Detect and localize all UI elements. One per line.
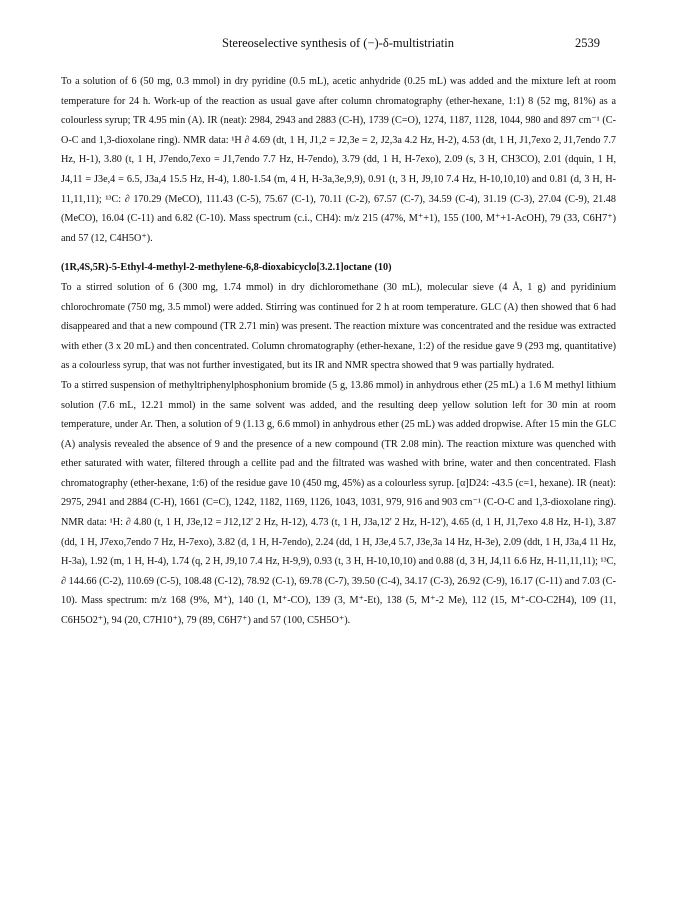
- running-title: Stereoselective synthesis of (−)-δ-multistriatin: [222, 36, 454, 50]
- paragraph-acetylation: To a solution of 6 (50 mg, 0.3 mmol) in dry pyridine (0.5 mL), acetic anhydride (0.25 mL) was added and the mixture left at room temperature for 24 h. Work-up of the reaction as usual gave after column chromatography (ether-hexane, 1:1) 8 (52 mg, 81%) as a colourless syrup; TR 4.95 min (A). IR (neat): 2984, 2943 and 2883 (C-H), 1739 (C=O), 1274, 1187, 1128, 1044, 980 and 897 cm⁻¹ (C-O-C and 1,3-dioxolane ring). NMR data: ¹H ∂ 4.69 (dt, 1 H, J1,2 = J2,3e = 2, J2,3a 4.2 Hz, H-2), 4.53 (dt, 1 H, J1,7exo 2, J1,7endo 7.7 Hz, H-1), 3.80 (t, 1 H, J7endo,7exo = J1,7endo 7.7 Hz, H-7endo), 3.79 (dd, 1 H, H-7exo), 2.09 (s, 3 H, CH3CO), 2.01 (dquin, 1 H, J4,11 = J3e,4 = 6.5, J3a,4 15.5 Hz, H-4), 1.80-1.54 (m, 4 H, H-3a,3e,9,9), 0.91 (t, 3 H, J9,10 7.4 Hz, H-10,10,10) and 0.81 (d, 3 H, H-11,11,11); ¹³C: ∂ 170.29 (MeCO), 111.43 (C-5), 75.67 (C-1), 70.11 (C-2), 67.57 (C-7), 34.59 (C-4), 31.19 (C-3), 27.04 (C-9), 21.48 (MeCO), 16.04 (C-11) and 6.82 (C-10). Mass spectrum (c.i., CH4): m/z 215 (47%, M⁺+1), 155 (100, M⁺+1-AcOH), 79 (33, C6H7⁺) and 57 (12, C4H5O⁺).: [61, 76, 619, 244]
- running-header: [0, 36, 676, 54]
- article-body: [61, 72, 619, 631]
- page-number: 2539: [575, 36, 600, 50]
- paragraph-wittig: To a stirred suspension of methyltriphenylphosphonium bromide (5 g, 13.86 mmol) in anhydrous ether (25 mL) a 1.6 M methyl lithium solution (7.6 mL, 12.21 mmol) in the same solvent was added, and the resulting deep yellow solution left for 30 min at room temperature, under Ar. Then, a solution of 9 (1.13 g, 6.6 mmol) in anhydrous ether (25 mL) was added dropwise. After 15 min the GLC (A) analysis revealed the absence of 9 and the presence of a new compound (TR 2.08 min). The reaction mixture was quenched with ether saturated with water, filtered through a cellite pad and the filtrated was washed with brine, water and then concentrated. Flash chromatography (ether-hexane, 1:6) of the residue gave 10 (450 mg, 45%) as a colourless syrup. [α]D24: -43.5 (c=1, hexane). IR (neat): 2975, 2941 and 2884 (C-H), 1661 (C=C), 1242, 1182, 1169, 1126, 1043, 1031, 979, 916 and 903 cm⁻¹ (C-O-C and 1,3-dioxolane ring). NMR data: ¹H: ∂ 4.80 (t, 1 H, J3e,12 = J12,12' 2 Hz, H-12), 4.73 (t, 1 H, J3a,12' 2 Hz, H-12'), 4.65 (d, 1 H, J1,7exo 4.8 Hz, H-1), 3.87 (dd, 1 H, J7exo,7endo 7 Hz, H-7exo), 3.82 (d, 1 H, H-7endo), 2.24 (dd, 1 H, J3e,4 5.7, J3e,3a 14 Hz, H-3e), 2.09 (ddt, 1 H, J3a,4 11 Hz, H-3a), 1.92 (m, 1 H, H-4), 1.74 (q, 2 H, J9,10 7.4 Hz, H-9,9), 0.93 (t, 3 H, H-10,10,10) and 0.88 (d, 3 H, J4,11 6.6 Hz, H-11,11,11); ¹³C, ∂ 144.66 (C-2), 110.69 (C-5), 108.48 (C-12), 78.92 (C-1), 69.78 (C-7), 39.50 (C-4), 34.17 (C-3), 26.92 (C-9), 16.17 (C-11) and 7.03 (C-10). Mass spectrum: m/z 168 (9%, M⁺), 140 (1, M⁺-CO), 139 (3, M⁺-Et), 138 (5, M⁺-2 Me), 112 (15, M⁺-CO-C2H4), 109 (11, C6H5O2⁺), 94 (20, C7H10⁺), 79 (89, C6H7⁺) and 57 (100, C5H5O⁺).: [61, 379, 619, 627]
- paragraph-oxidation: To a stirred solution of 6 (300 mg, 1.74 mmol) in dry dichloromethane (30 mL), molecular sieve (4 Å, 1 g) and pyridinium chlorochromate (750 mg, 3.5 mmol) were added. Stirring was continued for 2 h at room temperature. GLC (A) then showed that 6 had disappeared and that a new compound (TR 2.71 min) was present. The reaction mixture was concentrated and the residue was extracted with ether (3 x 20 mL) and then concentrated. Column chromatography (ether-hexane, 1:2) of the residue gave 9 (293 mg, quantitative) as a colourless syrup, that was not further investigated, but its IR and NMR spectra showed that 9 was partially hydrated.: [61, 281, 619, 372]
- compound-heading: (1R,4S,5R)-5-Ethyl-4-methyl-2-methylene-6,8-dioxabicyclo[3.2.1]octane (10): [61, 262, 392, 274]
